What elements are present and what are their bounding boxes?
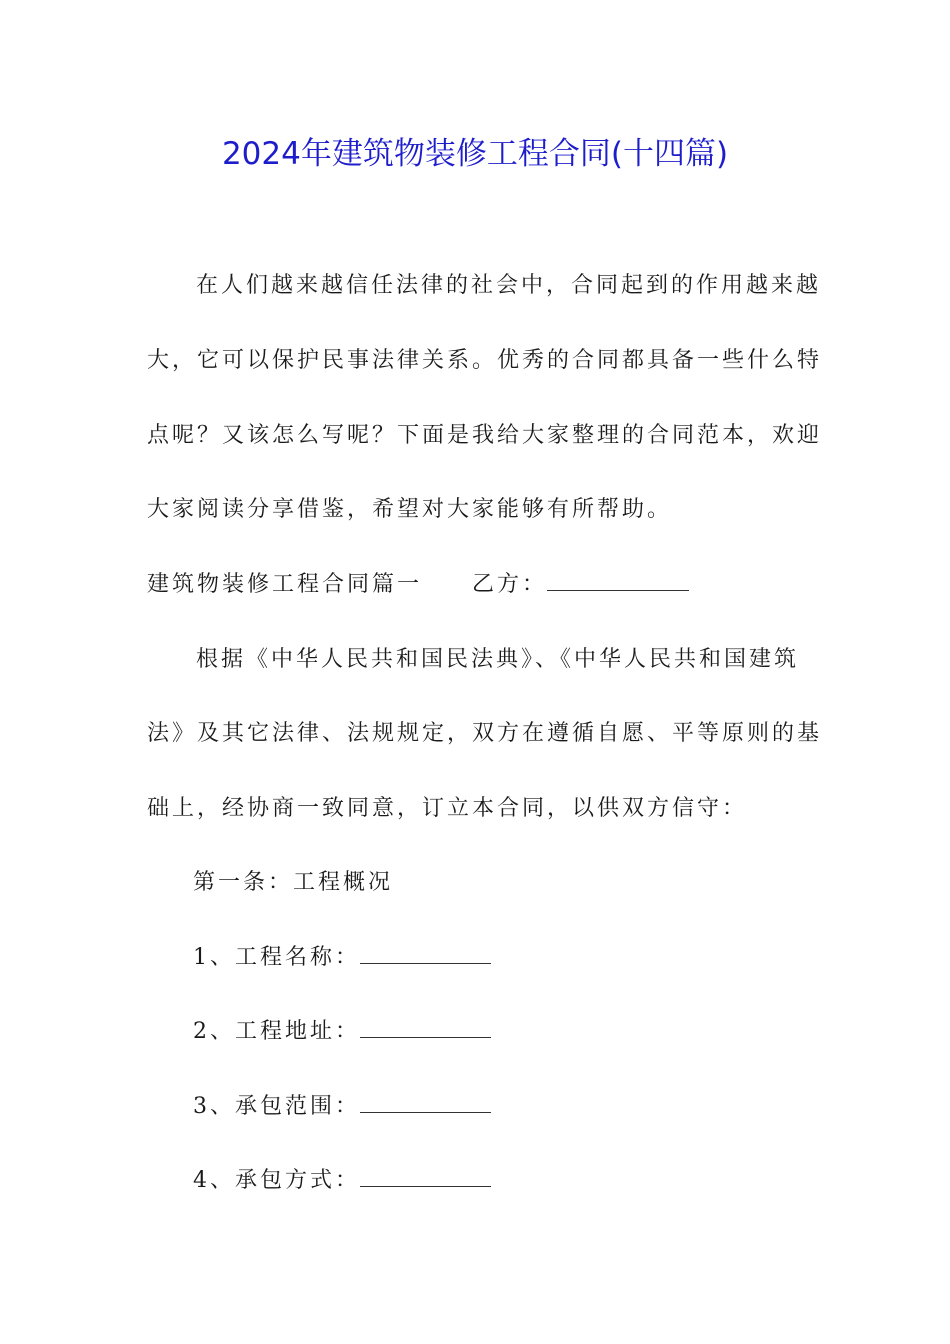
basis-line-1: 根据《中华人民共和国民法典》、《中华人民共和国建筑 [196, 647, 800, 672]
article-item [193, 1014, 491, 1050]
intro-line-2: 大，它可以保护民事法律关系。优秀的合同都具备一些什么特 [147, 348, 823, 373]
article-item-label: 1、工程名称： [193, 945, 360, 970]
article-item [193, 940, 491, 976]
article-item [193, 1163, 491, 1199]
item-blank [360, 1094, 491, 1113]
intro-line-3: 点呢？又该怎么写呢？下面是我给大家整理的合同范本，欢迎 [147, 423, 823, 448]
article-item-label: 4、承包方式： [193, 1168, 360, 1193]
item-blank [360, 945, 491, 964]
intro-line-4: 大家阅读分享借鉴，希望对大家能够有所帮助。 [147, 497, 673, 522]
article-item [193, 1089, 491, 1125]
article-item-label: 3、承包范围： [193, 1094, 360, 1119]
article-item-label: 2、工程地址： [193, 1019, 360, 1044]
document-title: 2024年建筑物装修工程合同(十四篇) [221, 136, 729, 172]
party-b-blank [547, 572, 689, 591]
item-blank [360, 1168, 491, 1187]
intro-line-1: 在人们越来越信任法律的社会中，合同起到的作用越来越 [196, 273, 822, 298]
basis-line-2: 法》及其它法律、法规规定，双方在遵循自愿、平等原则的基 [147, 721, 823, 746]
section-heading: 建筑物装修工程合同篇一 [147, 572, 423, 597]
item-blank [360, 1019, 491, 1038]
party-b-label: 乙方： [472, 572, 548, 597]
basis-line-3: 础上，经协商一致同意，订立本合同，以供双方信守： [147, 796, 748, 821]
section-heading-row [147, 567, 689, 603]
article-heading: 第一条：工程概况 [193, 870, 394, 895]
